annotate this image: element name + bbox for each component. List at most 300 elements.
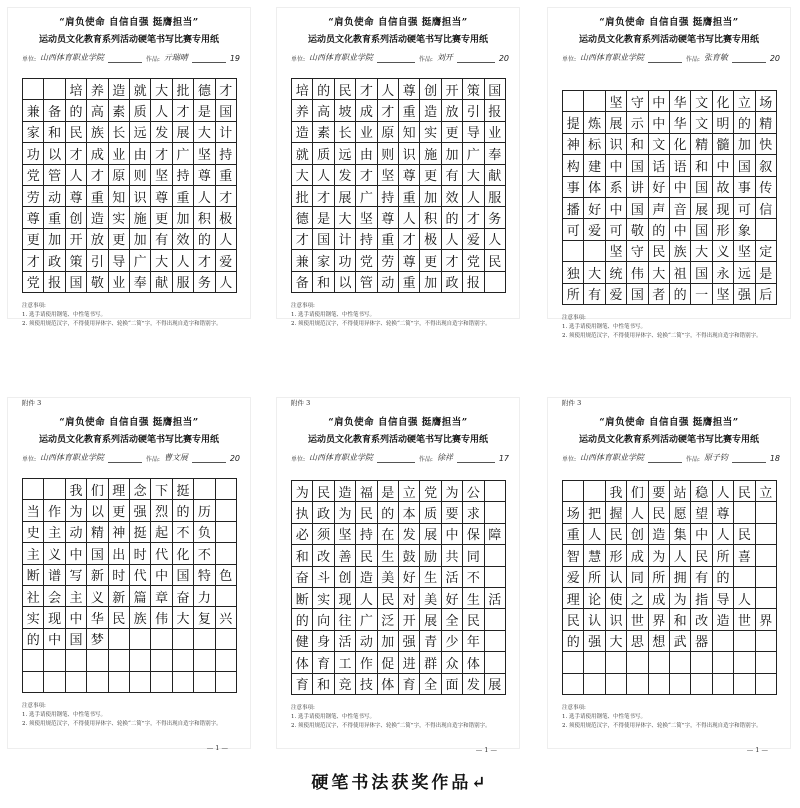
name-label: 作品:	[145, 56, 160, 63]
grid-cell: 德	[292, 207, 313, 228]
grid-cell: 不	[463, 567, 484, 588]
entrant-info	[291, 52, 509, 63]
grid-cell: 党	[23, 272, 44, 293]
grid-cell	[756, 631, 777, 652]
grid-cell: 者	[649, 284, 670, 305]
grid-cell: 中	[670, 177, 691, 198]
note-item: 2. 须使用规范汉字，不得使用异体字、轮换“二简”字，不得出现自造字和错别字。	[562, 332, 762, 339]
grid-cell: 育	[313, 652, 334, 673]
grid-cell: 健	[292, 631, 313, 652]
grid-cell: 世	[734, 609, 755, 630]
grid-cell: 义	[44, 543, 65, 564]
entry-sheet	[548, 8, 790, 339]
notes	[22, 702, 240, 728]
grid-cell: 文	[691, 112, 712, 133]
grid-cell: 认	[584, 609, 605, 630]
grid-cell: 髓	[713, 134, 734, 155]
grid-cell: 党	[356, 250, 377, 271]
grid-cell: 成	[356, 100, 377, 121]
grid-cell: 年	[463, 631, 484, 652]
grid-cell: 立	[756, 481, 777, 502]
page-number: — 1 —	[475, 746, 497, 754]
sheet-title: 运动员文化教育系列活动硬笔书写比赛专用纸	[38, 435, 219, 445]
grid-cell: 为	[670, 588, 691, 609]
grid-cell: 极	[420, 229, 441, 250]
grid-cell: 国	[66, 272, 87, 293]
grid-cell: 主	[44, 522, 65, 543]
grid-cell: 保	[463, 524, 484, 545]
grid-cell	[485, 502, 506, 523]
unit-name: 山西体育职业学院	[580, 453, 645, 462]
grid-cell: 民	[691, 545, 712, 566]
grid-cell	[606, 652, 627, 673]
grid-cell: 更	[151, 207, 172, 228]
grid-cell: 爱	[216, 250, 237, 271]
grid-cell: 美	[420, 588, 441, 609]
grid-cell	[23, 479, 44, 500]
grid-cell: 是	[194, 100, 215, 121]
grid-cell: 尊	[151, 186, 172, 207]
grid-cell: 尊	[378, 207, 399, 228]
underline	[648, 62, 682, 63]
grid-cell: 更	[109, 229, 130, 250]
grid-cell	[584, 91, 605, 112]
name-label: 作品:	[145, 456, 160, 463]
grid-cell	[563, 481, 584, 502]
grid-cell: 体	[584, 177, 605, 198]
grid-cell: 体	[463, 652, 484, 673]
grid-cell: 大	[292, 165, 313, 186]
grid-cell	[670, 674, 691, 695]
grid-cell: 策	[463, 79, 484, 100]
grid-cell: 报	[44, 272, 65, 293]
sheet-slogan: “肩负使命 自信自强 挺膺担当”	[328, 17, 468, 28]
grid-cell	[194, 629, 215, 650]
grid-cell: 统	[606, 262, 627, 283]
grid-cell: 对	[399, 588, 420, 609]
grid-cell	[109, 629, 130, 650]
grid-cell: 计	[216, 122, 237, 143]
grid-cell: 立	[399, 481, 420, 502]
grid-cell: 作	[44, 500, 65, 521]
grid-cell: 持	[173, 165, 194, 186]
grid-cell: 所	[563, 284, 584, 305]
grid-cell: 功	[23, 143, 44, 164]
grid-cell: 的	[734, 112, 755, 133]
grid-cell: 的	[670, 284, 691, 305]
grid-cell: 民	[109, 607, 130, 628]
grid-cell: 人	[713, 481, 734, 502]
grid-cell: 事	[563, 177, 584, 198]
unit-label: 单位:	[291, 56, 306, 63]
grid-cell: 培	[66, 79, 87, 100]
grid-cell: 展	[173, 122, 194, 143]
grid-cell: 人	[399, 207, 420, 228]
grid-cell: 兼	[292, 250, 313, 271]
entrant-name: 徐祥	[436, 453, 453, 462]
grid-cell: 主	[66, 586, 87, 607]
grid-cell: 文	[649, 134, 670, 155]
grid-cell	[130, 629, 151, 650]
grid-cell: 人	[485, 229, 506, 250]
grid-cell	[130, 650, 151, 671]
sheet-slogan: “肩负使命 自信自强 挺膺担当”	[328, 417, 468, 428]
name-label: 作品:	[418, 456, 433, 463]
grid-cell: 民	[649, 502, 670, 523]
grid-cell: 献	[485, 165, 506, 186]
grid-cell: 人	[313, 165, 334, 186]
grid-cell: 坚	[606, 91, 627, 112]
grid-cell: 使	[606, 588, 627, 609]
grid-cell: 业	[485, 122, 506, 143]
grid-cell	[485, 272, 506, 293]
grid-cell: 青	[420, 631, 441, 652]
grid-cell: 永	[713, 262, 734, 283]
note-item: 1. 选手请使用钢笔、中性笔书写。	[22, 311, 106, 318]
grid-cell: 望	[691, 502, 712, 523]
grid-cell: 不	[194, 543, 215, 564]
grid-cell: 少	[442, 631, 463, 652]
grid-cell: 精	[87, 522, 108, 543]
grid-cell: 执	[292, 502, 313, 523]
grid-cell: 们	[87, 479, 108, 500]
grid-cell: 族	[87, 122, 108, 143]
grid-cell: 力	[194, 586, 215, 607]
grid-cell: 功	[335, 250, 356, 271]
grid-cell: 党	[420, 481, 441, 502]
attachment-label: 附件 3	[22, 399, 42, 407]
grid-cell: 形	[713, 219, 734, 240]
grid-cell: 实	[109, 207, 130, 228]
grid-cell: 重	[216, 165, 237, 186]
grid-cell: 人	[356, 588, 377, 609]
grid-cell: 政	[44, 250, 65, 271]
grid-cell	[713, 674, 734, 695]
note-item: 2. 须使用规范汉字，不得使用异体字、轮换“二简”字，不得出现自造字和错别字。	[22, 320, 222, 327]
notes	[562, 704, 780, 730]
grid-cell: 起	[151, 522, 172, 543]
grid-cell: 批	[173, 79, 194, 100]
notes-title: 注意事项:	[291, 705, 315, 711]
grid-cell: 大	[173, 607, 194, 628]
grid-cell: 国	[627, 155, 648, 176]
note-item: 2. 须使用规范汉字，不得使用异体字、轮换“二简”字，不得出现自造字和错别字。	[291, 320, 491, 327]
grid-cell: 育	[399, 674, 420, 695]
grid-cell: 质	[420, 502, 441, 523]
grid-cell: 下	[151, 479, 172, 500]
underline	[648, 462, 682, 463]
grid-cell: 有	[151, 229, 172, 250]
underline	[457, 462, 495, 463]
grid-cell: 活	[485, 588, 506, 609]
grid-cell: 养	[292, 100, 313, 121]
grid-cell: 施	[420, 143, 441, 164]
grid-cell: 管	[44, 165, 65, 186]
grid-cell: 立	[734, 91, 755, 112]
grid-cell: 的	[194, 229, 215, 250]
grid-cell: 发	[399, 524, 420, 545]
grid-cell: 展	[420, 524, 441, 545]
note-item: 2. 须使用规范汉字，不得使用异体字、轮换“二简”字，不得出现自造字和错别字。	[291, 722, 491, 729]
grid-cell: 会	[44, 586, 65, 607]
grid-cell: 工	[335, 652, 356, 673]
grid-cell: 动	[44, 186, 65, 207]
sheet-slogan: “肩负使命 自信自强 挺膺担当”	[59, 417, 199, 428]
grid-cell	[756, 567, 777, 588]
grid-cell: 界	[649, 609, 670, 630]
grid-cell: 展	[691, 198, 712, 219]
grid-cell: 实	[420, 122, 441, 143]
grid-cell: 为	[66, 500, 87, 521]
grid-cell: 梦	[87, 629, 108, 650]
grid-cell	[87, 650, 108, 671]
grid-cell: 生	[420, 567, 441, 588]
grid-cell: 必	[292, 524, 313, 545]
grid-cell: 指	[691, 588, 712, 609]
grid-cell: 加	[44, 229, 65, 250]
grid-cell: 神	[109, 522, 130, 543]
grid-cell: 加	[130, 229, 151, 250]
grid-cell: 在	[378, 524, 399, 545]
grid-cell: 复	[194, 607, 215, 628]
grid-cell	[216, 586, 237, 607]
grid-cell	[584, 241, 605, 262]
grid-cell: 须	[313, 524, 334, 545]
grid-cell	[627, 674, 648, 695]
grid-cell: 中	[151, 565, 172, 586]
grid-cell: 原	[109, 165, 130, 186]
grid-cell: 加	[442, 143, 463, 164]
grid-cell: 造	[356, 567, 377, 588]
grid-cell: 中	[606, 198, 627, 219]
grid-cell: 篇	[130, 586, 151, 607]
grid-cell: 改	[313, 545, 334, 566]
grid-cell: 业	[356, 122, 377, 143]
writing-grid	[22, 78, 237, 293]
grid-cell: 备	[292, 272, 313, 293]
grid-cell	[713, 631, 734, 652]
grid-cell: 写	[66, 565, 87, 586]
grid-cell: 则	[378, 143, 399, 164]
grid-cell: 展	[485, 674, 506, 695]
grid-cell: 和	[627, 134, 648, 155]
grid-cell: 强	[399, 631, 420, 652]
grid-cell: 为	[442, 481, 463, 502]
grid-cell: 动	[66, 522, 87, 543]
grid-cell: 爱	[563, 567, 584, 588]
grid-cell: 家	[23, 122, 44, 143]
grid-cell: 培	[292, 79, 313, 100]
grid-cell: 负	[194, 522, 215, 543]
grid-cell: 中	[606, 155, 627, 176]
grid-cell: 国	[691, 219, 712, 240]
grid-cell: 业	[109, 143, 130, 164]
grid-cell: 中	[713, 155, 734, 176]
grid-cell: 才	[23, 250, 44, 271]
unit-label: 单位:	[22, 56, 37, 63]
grid-cell: 质	[313, 143, 334, 164]
unit-name: 山西体育职业学院	[40, 453, 105, 462]
grid-cell	[485, 609, 506, 630]
grid-cell: 发	[335, 165, 356, 186]
grid-cell: 识	[606, 609, 627, 630]
grid-cell: 更	[420, 250, 441, 271]
notes	[291, 302, 509, 328]
grid-cell: 德	[194, 79, 215, 100]
grid-cell: 才	[356, 79, 377, 100]
grid-cell: 喜	[734, 545, 755, 566]
grid-cell: 展	[335, 186, 356, 207]
entrant-name: 原子钧	[703, 453, 728, 462]
grid-cell: 公	[463, 481, 484, 502]
grid-cell: 所	[649, 567, 670, 588]
grid-cell: 为	[649, 545, 670, 566]
grid-cell: 以	[87, 500, 108, 521]
grid-cell: 神	[563, 134, 584, 155]
entry-sheet	[8, 8, 250, 327]
notes-title: 注意事项:	[291, 303, 315, 309]
grid-cell: 造	[292, 122, 313, 143]
grid-cell: 新	[109, 586, 130, 607]
grid-cell: 武	[670, 631, 691, 652]
grid-cell: 国	[66, 629, 87, 650]
grid-cell: 握	[606, 502, 627, 523]
sheet-title: 运动员文化教育系列活动硬笔书写比赛专用纸	[307, 435, 488, 445]
grid-cell	[584, 674, 605, 695]
grid-cell: 好	[584, 198, 605, 219]
grid-cell: 全	[420, 674, 441, 695]
grid-cell: 爱	[606, 284, 627, 305]
grid-cell: 有	[584, 284, 605, 305]
grid-cell: 知	[109, 186, 130, 207]
grid-cell: 民	[66, 122, 87, 143]
grid-cell: 认	[606, 567, 627, 588]
grid-cell: 尊	[399, 79, 420, 100]
grid-cell	[66, 650, 87, 671]
grid-cell: 国	[173, 565, 194, 586]
grid-cell: 和	[313, 674, 334, 695]
grid-cell: 之	[627, 588, 648, 609]
grid-cell: 的	[378, 502, 399, 523]
grid-cell: 开	[399, 609, 420, 630]
grid-cell: 原	[378, 122, 399, 143]
grid-cell: 讲	[627, 177, 648, 198]
grid-cell: 华	[670, 91, 691, 112]
grid-cell: 理	[563, 588, 584, 609]
grid-cell: 知	[399, 122, 420, 143]
grid-cell: 国	[87, 543, 108, 564]
grid-cell	[485, 652, 506, 673]
grid-cell: 我	[66, 479, 87, 500]
grid-cell: 引	[87, 250, 108, 271]
grid-cell: 成	[87, 143, 108, 164]
grid-cell: 才	[87, 165, 108, 186]
note-item: 2. 须使用规范汉字，不得使用异体字、轮换“二简”字，不得出现自造字和错别字。	[562, 722, 762, 729]
grid-cell: 当	[23, 500, 44, 521]
grid-cell	[734, 652, 755, 673]
grid-cell	[216, 479, 237, 500]
grid-cell	[216, 672, 237, 693]
notes	[562, 314, 780, 340]
grid-cell	[563, 241, 584, 262]
grid-cell	[691, 674, 712, 695]
grid-cell: 所	[584, 567, 605, 588]
grid-cell	[584, 652, 605, 673]
grid-cell: 实	[313, 588, 334, 609]
grid-cell: 中	[649, 112, 670, 133]
grid-cell	[756, 219, 777, 240]
sheet-title: 运动员文化教育系列活动硬笔书写比赛专用纸	[578, 435, 759, 445]
entrant-grade: 18	[769, 454, 780, 463]
grid-cell: 和	[313, 272, 334, 293]
grid-cell: 尊	[399, 250, 420, 271]
grid-cell: 面	[442, 674, 463, 695]
grid-cell: 国	[216, 100, 237, 121]
grid-cell: 尊	[66, 186, 87, 207]
grid-cell: 象	[734, 219, 755, 240]
entrant-grade: 19	[229, 54, 240, 63]
note-item: 1. 选手请使用钢笔、中性笔书写。	[562, 323, 646, 330]
grid-cell	[756, 524, 777, 545]
grid-cell: 动	[356, 631, 377, 652]
grid-cell: 往	[335, 609, 356, 630]
notes	[22, 302, 240, 328]
grid-cell: 才	[216, 186, 237, 207]
grid-cell: 国	[691, 177, 712, 198]
grid-cell: 国	[734, 155, 755, 176]
grid-cell: 施	[130, 207, 151, 228]
grid-cell: 身	[313, 631, 334, 652]
grid-cell: 谱	[44, 565, 65, 586]
grid-cell	[216, 650, 237, 671]
grid-cell: 人	[66, 165, 87, 186]
grid-cell: 全	[442, 609, 463, 630]
grid-cell: 为	[335, 502, 356, 523]
grid-cell	[216, 522, 237, 543]
grid-cell: 则	[130, 165, 151, 186]
grid-cell: 坚	[606, 241, 627, 262]
grid-cell: 才	[442, 250, 463, 271]
unit-name: 山西体育职业学院	[309, 53, 374, 62]
notes-title: 注意事项:	[562, 705, 586, 711]
grid-cell: 叙	[756, 155, 777, 176]
grid-cell: 批	[292, 186, 313, 207]
grid-cell: 人	[173, 250, 194, 271]
grid-cell: 更	[23, 229, 44, 250]
grid-cell: 就	[130, 79, 151, 100]
grid-cell: 造	[87, 207, 108, 228]
entrant-name: 张育敏	[703, 53, 728, 62]
grid-cell: 加	[173, 207, 194, 228]
grid-cell: 成	[649, 588, 670, 609]
grid-cell: 务	[194, 272, 215, 293]
grid-cell: 广	[463, 143, 484, 164]
grid-cell: 可	[563, 219, 584, 240]
grid-cell: 精	[756, 112, 777, 133]
grid-cell: 定	[756, 241, 777, 262]
entrant-info	[562, 452, 780, 463]
entrant-name: 曹文展	[163, 453, 188, 462]
entry-sheet	[548, 398, 790, 754]
grid-cell: 尊	[194, 165, 215, 186]
note-item: 1. 选手请使用钢笔、中性笔书写。	[291, 311, 375, 318]
grid-cell: 念	[130, 479, 151, 500]
writing-grid	[291, 480, 506, 695]
grid-cell: 促	[378, 652, 399, 673]
grid-cell	[756, 588, 777, 609]
grid-cell	[173, 672, 194, 693]
grid-cell: 好	[649, 177, 670, 198]
